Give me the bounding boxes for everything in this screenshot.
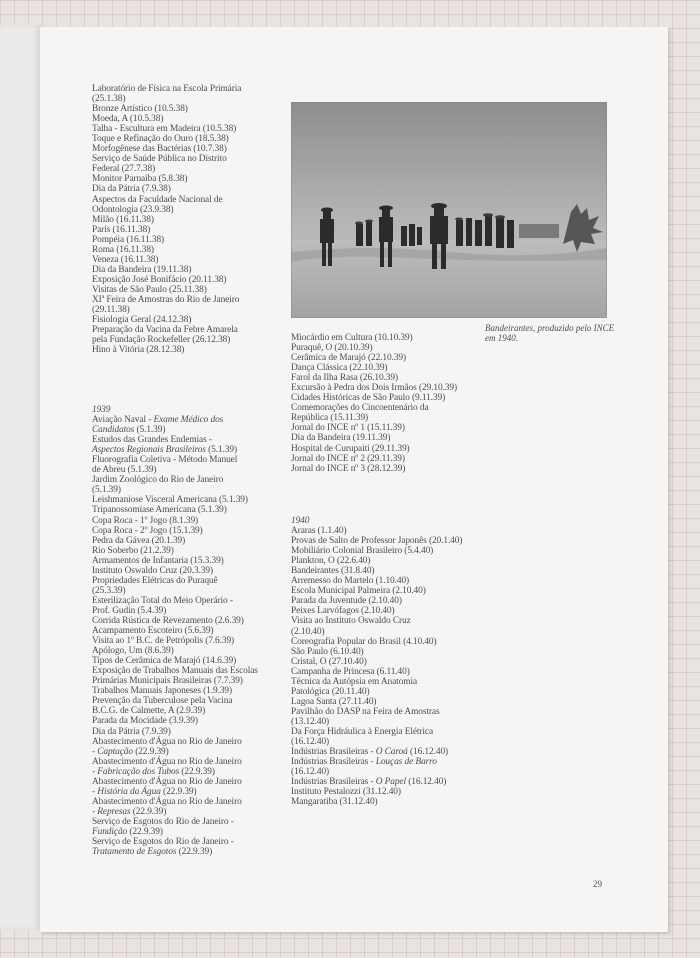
entry-text: Puraquê, O (20.10.39) bbox=[291, 343, 373, 354]
list-item bbox=[92, 495, 292, 505]
entry-text: Tipos de Cerâmica de Marajó (14.6.39) bbox=[92, 656, 237, 667]
entry-text: Monitor Parnaíba (5.8.38) bbox=[92, 174, 188, 185]
entry-text: Visitas de São Paulo (25.11.38) bbox=[92, 284, 207, 295]
title-italic: O Caroá bbox=[375, 747, 408, 758]
list-item bbox=[291, 586, 501, 596]
entry-text: (22.9.39) bbox=[130, 806, 167, 817]
entry-text: Provas de Salto de Professor Japonês (20.1.40) bbox=[291, 536, 463, 547]
list-item bbox=[92, 134, 292, 144]
entry-text: XIª Feira de Amostras do Rio de Janeiro bbox=[92, 294, 240, 305]
list-item bbox=[291, 647, 501, 657]
list-item bbox=[92, 656, 292, 666]
entry-text: Rio Soberbo (21.2.39) bbox=[92, 545, 174, 556]
entry-text: - bbox=[92, 746, 98, 757]
entry-text: Laboratório de Física na Escola Primária bbox=[92, 84, 242, 94]
entry-text: Hino à Vitória (28.12.38) bbox=[92, 345, 185, 356]
list-item bbox=[92, 686, 292, 696]
entry-text: Primárias Municipais Brasileiras (7.7.39) bbox=[92, 676, 243, 687]
entry-text: Abastecimento d'Água no Rio de Janeiro bbox=[92, 756, 242, 767]
entry-text: Cerâmica de Marajó (22.10.39) bbox=[291, 353, 407, 364]
list-item bbox=[291, 727, 501, 737]
list-item bbox=[291, 444, 491, 454]
entry-text: (13.12.40) bbox=[291, 716, 330, 727]
entry-text: Cidades Históricas de São Paulo (9.11.39) bbox=[291, 393, 446, 404]
list-item bbox=[92, 666, 292, 676]
list-item bbox=[92, 737, 292, 747]
entry-text: Prof. Gudin (5.4.39) bbox=[92, 605, 167, 616]
entry-text: Arremesso do Martelo (1.10.40) bbox=[291, 576, 410, 587]
list-item bbox=[92, 767, 292, 777]
list-item bbox=[291, 687, 501, 697]
list-item bbox=[291, 353, 491, 363]
list-item bbox=[92, 315, 292, 325]
entry-text: (16.12.40) bbox=[291, 737, 330, 748]
list-item bbox=[92, 817, 292, 827]
entry-text: Pavilhão do DASP na Feira de Amostras bbox=[291, 706, 440, 717]
list-item bbox=[92, 636, 292, 646]
entry-text: Serviço de Esgotos do Rio de Janeiro - bbox=[92, 837, 234, 848]
list-item bbox=[92, 445, 292, 455]
list-item bbox=[291, 536, 501, 546]
list-item bbox=[92, 536, 292, 546]
list-item bbox=[92, 837, 292, 847]
entry-text: (16.12.40) bbox=[406, 777, 447, 788]
list-item bbox=[291, 697, 501, 707]
entry-text: (22.9.39) bbox=[179, 766, 215, 777]
entry-text: Indústrias Brasileiras - bbox=[291, 777, 376, 788]
entry-text: (29.11.38) bbox=[92, 305, 130, 316]
entry-text: Serviço de Saúde Pública no Distrito bbox=[92, 154, 227, 165]
entry-text: Técnica da Autópsia em Anatomia bbox=[291, 676, 418, 687]
entry-text: Campanha de Princesa (6.11.40) bbox=[291, 666, 410, 677]
list-item bbox=[291, 464, 491, 474]
entry-text: Pedra da Gávea (20.1.39) bbox=[92, 535, 186, 546]
entry-text: Exposição de Trabalhos Manuais das Escolas bbox=[92, 666, 258, 677]
list-item bbox=[92, 797, 292, 807]
entry-text: Copa Roca - 1º Jogo (8.1.39) bbox=[92, 515, 199, 526]
list-item bbox=[92, 616, 292, 626]
list-item bbox=[92, 164, 292, 174]
entry-text: Jornal do INCE nº 3 (28.12.39) bbox=[291, 463, 406, 474]
photo-bandeirantes bbox=[291, 102, 607, 318]
list-item bbox=[92, 144, 292, 154]
entry-text: Indústrias Brasileiras - bbox=[291, 747, 376, 758]
list-item bbox=[92, 255, 292, 265]
entry-text: Bandeirantes (31.8.40) bbox=[291, 566, 375, 577]
list-item bbox=[92, 596, 292, 606]
entry-text: Lagoa Santa (27.11.40) bbox=[291, 696, 377, 707]
list-item bbox=[92, 626, 292, 636]
list-item bbox=[92, 215, 292, 225]
list-item bbox=[291, 657, 501, 667]
entry-text: (16.12.40) bbox=[291, 767, 330, 778]
book-page bbox=[40, 27, 668, 932]
entry-text: Esterilização Total do Meio Operário - bbox=[92, 595, 233, 606]
list-item bbox=[291, 566, 501, 576]
entry-text: Visita ao 1º B.C. de Petrópolis (7.6.39) bbox=[92, 636, 235, 647]
entry-text: Dança Clássica (22.10.39) bbox=[291, 363, 388, 374]
entry-text: (5.1.39) bbox=[205, 445, 237, 456]
entry-text: Morfogênese das Bactérias (10.7.38) bbox=[92, 144, 227, 155]
entry-text: de Abreu (5.1.39) bbox=[92, 465, 157, 476]
entry-text: Roma (16.11.38) bbox=[92, 244, 154, 255]
entry-text: Talha - Escultura em Madeira (10.5.38) bbox=[92, 124, 237, 135]
list-item bbox=[92, 526, 292, 536]
list-item bbox=[291, 596, 501, 606]
film-list-1940 bbox=[291, 516, 501, 807]
entry-text: Cristal, O (27.10.40) bbox=[291, 656, 367, 667]
year-heading-1939: 1939 bbox=[92, 405, 111, 415]
entry-text: (2.10.40) bbox=[291, 626, 325, 637]
list-item bbox=[291, 737, 501, 747]
list-item bbox=[92, 174, 292, 184]
list-item bbox=[92, 757, 292, 767]
title-italic: Candidatos bbox=[92, 425, 135, 436]
entry-text: Dia da Pátria (7.9.38) bbox=[92, 184, 171, 195]
list-item bbox=[291, 454, 491, 464]
entry-text: (22.9.39) bbox=[132, 746, 169, 757]
entry-text: Aviação Naval - bbox=[92, 415, 154, 426]
list-item bbox=[291, 797, 501, 807]
page-number: 29 bbox=[593, 879, 602, 889]
list-item bbox=[291, 423, 491, 433]
entry-text: (22.9.39) bbox=[176, 847, 213, 858]
entry-text: Tripanossomíase Americana (5.1.39) bbox=[92, 505, 227, 516]
list-item bbox=[92, 606, 292, 616]
entry-text: Instituto Oswaldo Cruz (20.3.39) bbox=[92, 565, 214, 576]
list-item bbox=[92, 556, 292, 566]
list-item bbox=[92, 275, 292, 285]
year-heading-1940: 1940 bbox=[291, 516, 310, 526]
title-italic: Captação bbox=[97, 746, 133, 757]
list-item bbox=[92, 104, 292, 114]
left-page-edge bbox=[0, 25, 41, 930]
list-item bbox=[92, 465, 292, 475]
list-item bbox=[92, 195, 292, 205]
entry-text: Da Força Hidráulica à Energia Elétrica bbox=[291, 726, 434, 737]
entry-text: Toque e Refinação do Ouro (18.5.38) bbox=[92, 134, 229, 145]
list-item bbox=[92, 94, 292, 104]
entry-text: Abastecimento d'Água no Rio de Janeiro bbox=[92, 796, 242, 807]
list-item bbox=[92, 345, 292, 355]
film-list-1940-items bbox=[291, 526, 501, 807]
list-item bbox=[92, 114, 292, 124]
title-italic: O Papel bbox=[375, 777, 407, 788]
entry-text: Dia da Bandeira (19.11.38) bbox=[92, 264, 192, 275]
entry-text: (5.1.39) bbox=[134, 425, 166, 436]
list-item bbox=[92, 295, 292, 305]
entry-text: Mangaratiba (31.12.40) bbox=[291, 797, 378, 808]
entry-text: Trabalhos Manuais Japoneses (1.9.39) bbox=[92, 686, 233, 697]
entry-text: Moeda, A (10.5.38) bbox=[92, 114, 164, 125]
list-item bbox=[92, 576, 292, 586]
entry-text: - bbox=[92, 766, 98, 777]
list-item bbox=[92, 415, 292, 425]
entry-text: Odontologia (23.9.38) bbox=[92, 204, 174, 215]
list-item bbox=[291, 616, 501, 626]
list-item bbox=[291, 373, 491, 383]
list-item bbox=[92, 435, 292, 445]
entry-text: Mobiliário Colonial Brasileiro (5.4.40) bbox=[291, 546, 434, 557]
list-item bbox=[92, 546, 292, 556]
list-item bbox=[291, 413, 491, 423]
list-item bbox=[291, 363, 491, 373]
list-item bbox=[92, 646, 292, 656]
list-item bbox=[291, 393, 491, 403]
entry-text: Jornal do INCE nº 1 (15.11.39) bbox=[291, 423, 405, 434]
entry-text: Copa Roca - 2º Jogo (15.1.39) bbox=[92, 525, 203, 536]
entry-text: Corrida Rústica de Revezamento (2.6.39) bbox=[92, 615, 244, 626]
list-item bbox=[92, 516, 292, 526]
entry-text: (22.9.39) bbox=[160, 786, 197, 797]
entry-text: (5.1.39) bbox=[92, 485, 121, 496]
list-item bbox=[92, 305, 292, 315]
entry-text: Dia da Pátria (7.9.39) bbox=[92, 726, 171, 737]
list-item bbox=[92, 505, 292, 515]
entry-text: Excursão à Pedra dos Dois Irmãos (29.10.39) bbox=[291, 383, 457, 394]
film-list-1939-items bbox=[92, 415, 292, 857]
title-italic: Louças de Barro bbox=[375, 757, 437, 768]
entry-text: República (15.11.39) bbox=[291, 413, 369, 424]
title-italic: Aspectos Regionais Brasileiros bbox=[92, 445, 206, 456]
entry-text: Bronze Artístico (10.5.38) bbox=[92, 104, 188, 115]
film-list-1939-cont bbox=[291, 333, 491, 474]
list-item bbox=[92, 265, 292, 275]
entry-text: Miocárdio em Cultura (10.10.39) bbox=[291, 333, 413, 343]
entry-text: Fisiologia Geral (24.12.38) bbox=[92, 315, 192, 326]
entry-text: (25.3.39) bbox=[92, 585, 126, 596]
list-item bbox=[291, 606, 501, 616]
list-item bbox=[291, 526, 501, 536]
entry-text: Parada da Juventude (2.10.40) bbox=[291, 596, 402, 607]
entry-text: Comemorações do Cincoentenário da bbox=[291, 403, 429, 414]
entry-text: Milão (16.11.38) bbox=[92, 214, 154, 225]
entry-text: Araras (1.1.40) bbox=[291, 526, 347, 537]
entry-text: Apólogo, Um (8.6.39) bbox=[92, 646, 174, 657]
list-item bbox=[291, 717, 501, 727]
title-italic: História da Água bbox=[97, 786, 161, 797]
list-item bbox=[291, 757, 501, 767]
entry-text: (16.12.40) bbox=[407, 747, 449, 758]
entry-text: Fluorografia Coletiva - Método Manuel bbox=[92, 455, 238, 466]
list-item bbox=[291, 767, 501, 777]
list-item bbox=[92, 485, 292, 495]
entry-text: Serviço de Esgotos do Rio de Janeiro - bbox=[92, 816, 234, 827]
list-item bbox=[291, 707, 501, 717]
entry-text: B.C.G. de Calmette, A (2.9.39) bbox=[92, 706, 206, 717]
list-item bbox=[92, 285, 292, 295]
entry-text: Patológica (20.11.40) bbox=[291, 686, 370, 697]
list-item bbox=[92, 676, 292, 686]
list-item bbox=[291, 677, 501, 687]
entry-text: Aspectos da Faculdade Nacional de bbox=[92, 194, 223, 205]
entry-text: Coreografia Popular do Brasil (4.10.40) bbox=[291, 636, 437, 647]
list-item bbox=[92, 154, 292, 164]
entry-text: Federal (27.7.38) bbox=[92, 164, 156, 175]
entry-text: Leishmaniose Visceral Americana (5.1.39) bbox=[92, 495, 248, 506]
list-item bbox=[92, 325, 292, 335]
entry-text: Preparação da Vacina da Febre Amarela bbox=[92, 325, 238, 336]
film-list-1939 bbox=[92, 405, 292, 857]
list-item bbox=[92, 235, 292, 245]
list-item bbox=[92, 716, 292, 726]
entry-text: pela Fundação Rockefeller (26.12.38) bbox=[92, 335, 231, 346]
entry-text: Armamentos de Infantaria (15.3.39) bbox=[92, 555, 224, 566]
entry-text: Indústrias Brasileiras - bbox=[291, 757, 376, 768]
list-item bbox=[92, 807, 292, 817]
entry-text: Jornal do INCE nº 2 (29.11.39) bbox=[291, 453, 405, 464]
entry-text: Prevenção da Tuberculose pela Vacina bbox=[92, 696, 233, 707]
entry-text: Dia da Bandeira (19.11.39) bbox=[291, 433, 391, 444]
entry-text: Pompéia (16.11.38) bbox=[92, 234, 165, 245]
entry-text: - bbox=[92, 806, 98, 817]
list-item bbox=[92, 205, 292, 215]
entry-text: Instituto Pestalozzi (31.12.40) bbox=[291, 787, 401, 798]
list-item bbox=[291, 403, 491, 413]
list-item bbox=[291, 787, 501, 797]
list-item bbox=[92, 245, 292, 255]
title-italic: Tratamento de Esgotos bbox=[92, 847, 177, 858]
photo-caption: Bandeirantes, produzido pelo INCE em 1940. bbox=[485, 323, 615, 343]
list-item bbox=[92, 777, 292, 787]
list-item bbox=[291, 556, 501, 566]
list-item bbox=[291, 777, 501, 787]
list-item bbox=[92, 184, 292, 194]
list-item bbox=[92, 425, 292, 435]
entry-text: Acampamento Escoteiro (5.6.39) bbox=[92, 626, 214, 637]
film-list-1938 bbox=[92, 84, 292, 355]
entry-text: Jardim Zoológico do Rio de Janeiro bbox=[92, 475, 224, 486]
title-italic: Exame Médico dos bbox=[153, 415, 224, 426]
entry-text: (22.9.39) bbox=[127, 826, 163, 837]
list-item bbox=[291, 383, 491, 393]
list-item bbox=[291, 546, 501, 556]
list-item bbox=[291, 576, 501, 586]
list-item bbox=[92, 747, 292, 757]
list-item bbox=[291, 667, 501, 677]
title-italic: Fundição bbox=[92, 826, 128, 837]
list-item bbox=[92, 335, 292, 345]
list-item bbox=[92, 566, 292, 576]
list-item bbox=[291, 747, 501, 757]
list-item bbox=[92, 84, 292, 94]
list-item bbox=[92, 124, 292, 134]
entry-text: São Paulo (6.10.40) bbox=[291, 646, 364, 657]
list-item bbox=[92, 475, 292, 485]
entry-text: Exposição José Bonifácio (20.11.38) bbox=[92, 274, 227, 285]
entry-text: (25.1.38) bbox=[92, 94, 126, 105]
list-item bbox=[92, 787, 292, 797]
list-item bbox=[92, 225, 292, 235]
list-item bbox=[291, 637, 501, 647]
list-item bbox=[92, 706, 292, 716]
list-item bbox=[92, 847, 292, 857]
entry-text: Propriedades Elétricas do Puraquê bbox=[92, 575, 218, 586]
entry-text: Abastecimento d'Água no Rio de Janeiro bbox=[92, 776, 242, 787]
list-item bbox=[291, 433, 491, 443]
list-item bbox=[92, 455, 292, 465]
entry-text: Farol da Ilha Rasa (26.10.39) bbox=[291, 373, 398, 384]
entry-text: Visita ao Instituto Oswaldo Cruz bbox=[291, 616, 411, 627]
entry-text: Estudos das Grandes Endemias - bbox=[92, 435, 212, 446]
list-item bbox=[92, 827, 292, 837]
list-item bbox=[92, 696, 292, 706]
entry-text: Plankton, O (22.6.40) bbox=[291, 556, 371, 567]
entry-text: Paris (16.11.38) bbox=[92, 224, 151, 235]
title-italic: Fabricação dos Tubos bbox=[97, 766, 180, 777]
list-item bbox=[291, 627, 501, 637]
list-item bbox=[291, 343, 491, 353]
entry-text: Peixes Larvófagos (2.10.40) bbox=[291, 606, 395, 617]
list-item bbox=[92, 586, 292, 596]
list-item bbox=[92, 727, 292, 737]
entry-text: Parada da Mocidade (3.9.39) bbox=[92, 716, 198, 727]
entry-text: Veneza (16.11.38) bbox=[92, 254, 159, 265]
list-item bbox=[291, 333, 491, 343]
title-italic: Represas bbox=[97, 806, 131, 817]
entry-text: - bbox=[92, 786, 98, 797]
entry-text: Abastecimento d'Água no Rio de Janeiro bbox=[92, 736, 242, 747]
entry-text: Escola Municipal Palmeira (2.10.40) bbox=[291, 586, 426, 597]
entry-text: Hospital de Curupaiti (29.11.39) bbox=[291, 443, 410, 454]
